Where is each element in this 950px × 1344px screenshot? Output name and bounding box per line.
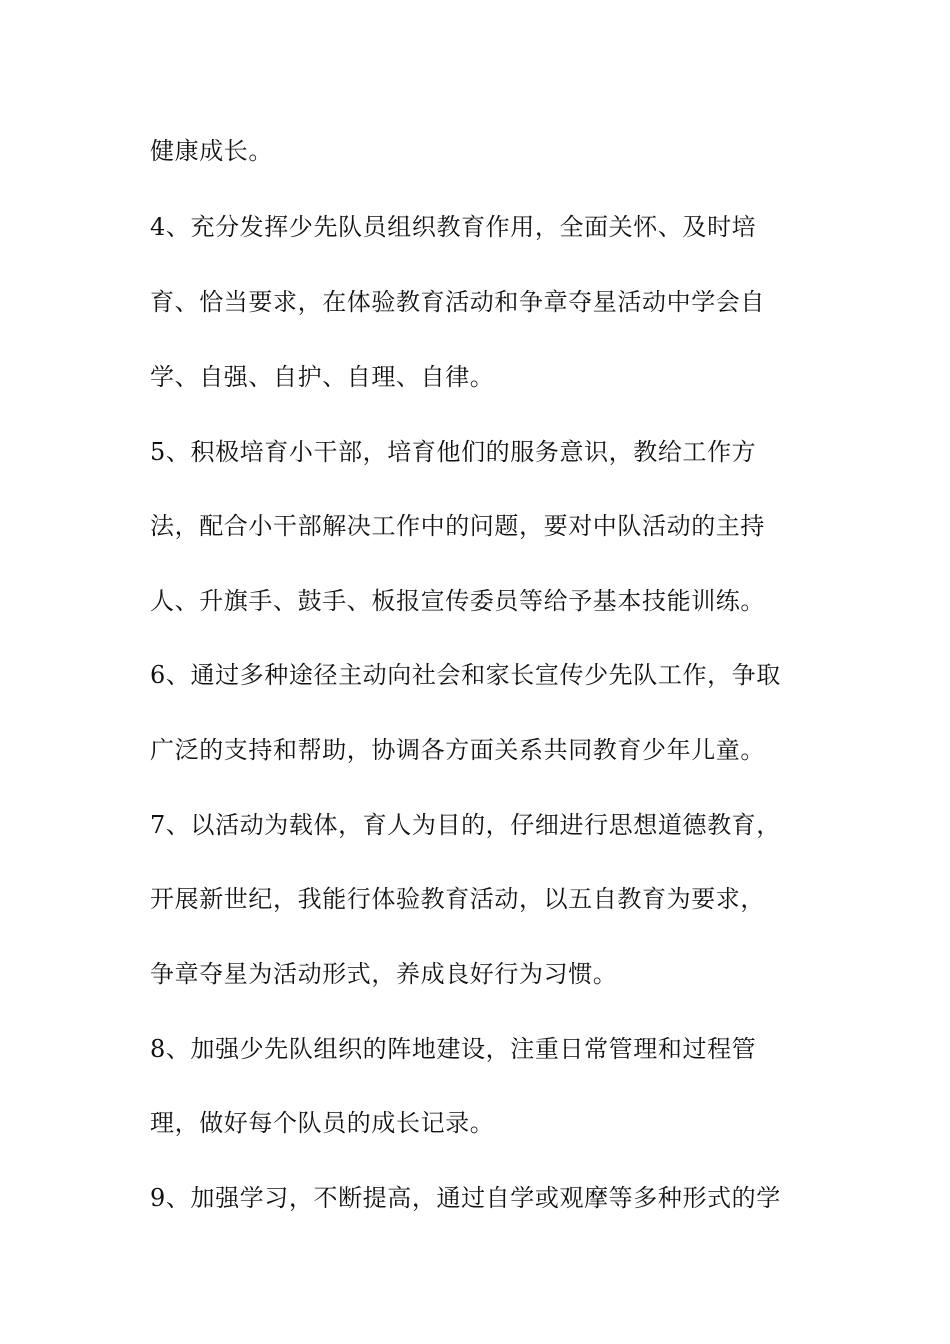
text-line-13: 8、加强少先队组织的阵地建设，注重日常管理和过程管 <box>150 1035 757 1063</box>
text-line-10: 7、以活动为载体，育人为目的，仔细进行思想道德教育， <box>150 811 781 839</box>
text-line-15: 9、加强学习，不断提高，通过自学或观摩等多种形式的学 <box>150 1184 781 1212</box>
text-line-12: 争章夺星为活动形式，养成良好行为习惯。 <box>150 960 618 988</box>
text-line-11: 开展新世纪，我能行体验教育活动，以五自教育为要求， <box>150 885 765 913</box>
text-line-7: 人、升旗手、鼓手、板报宣传委员等给予基本技能训练。 <box>150 587 765 615</box>
text-line-1: 健康成长。 <box>150 137 273 165</box>
text-line-4: 学、自强、自护、自理、自律。 <box>150 363 495 391</box>
text-line-14: 理，做好每个队员的成长记录。 <box>150 1109 495 1137</box>
text-line-2: 4、充分发挥少先队员组织教育作用，全面关怀、及时培 <box>150 213 757 241</box>
text-line-6: 法，配合小干部解决工作中的问题，要对中队活动的主持 <box>150 512 765 540</box>
text-line-5: 5、积极培育小干部，培育他们的服务意识，教给工作方 <box>150 438 757 466</box>
text-line-3: 育、恰当要求，在体验教育活动和争章夺星活动中学会自 <box>150 288 765 316</box>
text-line-8: 6、通过多种途径主动向社会和家长宣传少先队工作，争取 <box>150 661 781 689</box>
text-line-9: 广泛的支持和帮助，协调各方面关系共同教育少年儿童。 <box>150 736 765 764</box>
